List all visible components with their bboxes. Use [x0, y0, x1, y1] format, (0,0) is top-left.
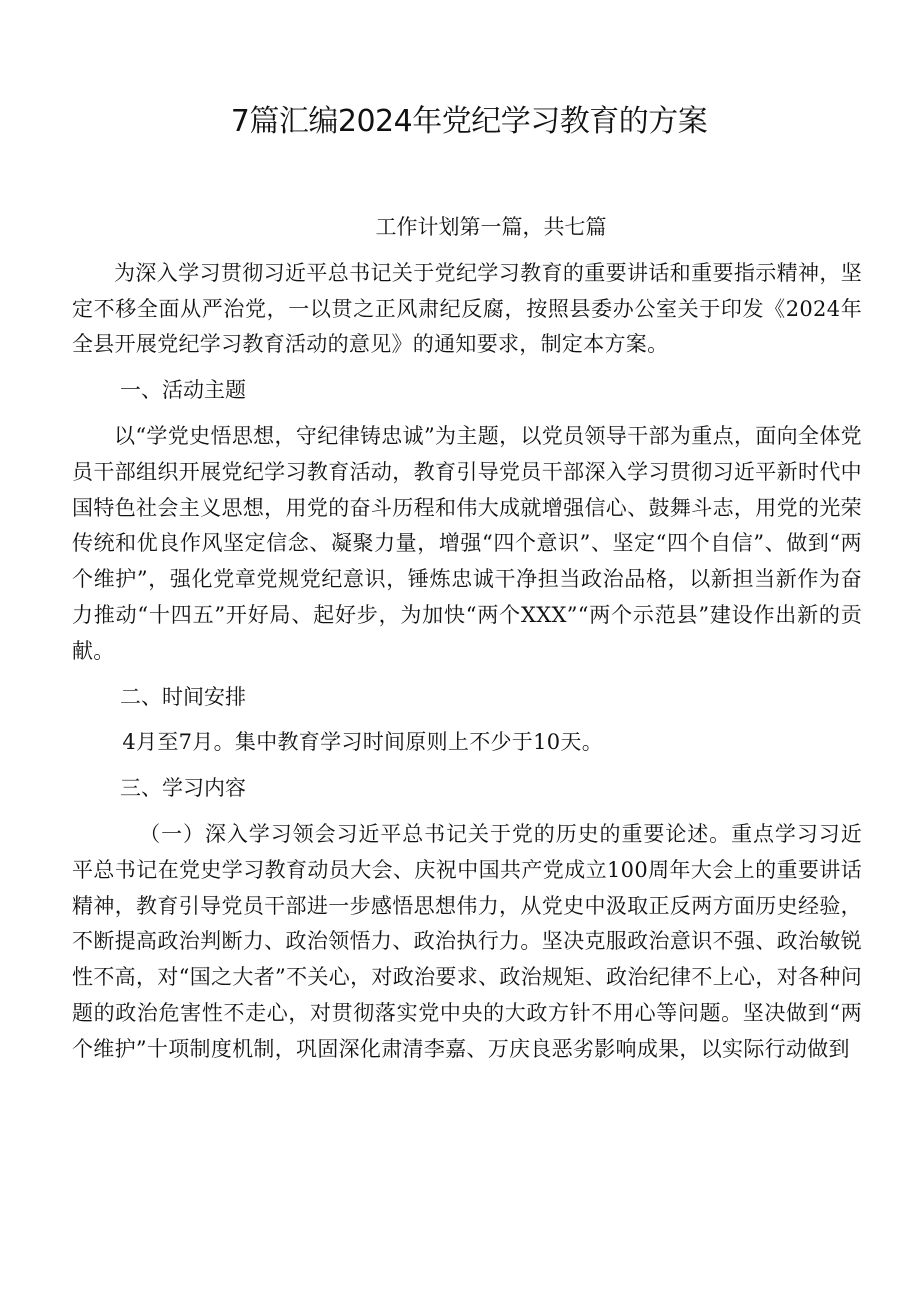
document-body	[72, 210, 862, 1078]
section-heading-schedule: 二、时间安排	[120, 684, 246, 709]
section-body-content: （一）深入学习领会习近平总书记关于党的历史的重要论述。重点学习习近平总书记在党史学习教育动员大会、庆祝中国共产党成立100周年大会上的重要讲话精神，教育引导党员干部进一步感悟思想伟力，从党史中汲取正反两方面历史经验，不断提高政治判断力、政治领悟力、政治执行力。坚决克服政治意识不强、政治敏锐性不高，对“国之大者”不关心，对政治要求、政治规矩、政治纪律不上心，对各种问题的政治危害性不走心，对贯彻落实党中央的大政方针不用心等问题。坚决做到“两个维护”十项制度机制，巩固深化肃清李嘉、万庆良恶劣影响成果，以实际行动做到	[72, 821, 862, 1061]
document-title: 7篇汇编2024年党纪学习教育的方案	[230, 104, 708, 139]
section-heading-content: 三、学习内容	[120, 776, 246, 801]
section-heading-theme: 一、活动主题	[120, 378, 246, 403]
section-body-theme: 以“学党史悟思想，守纪律铸忠诚”为主题，以党员领导干部为重点，面向全体党员干部组织开展党纪学习教育活动，教育引导党员干部深入学习贯彻习近平新时代中国特色社会主义思想，用党的奋斗历程和伟大成就增强信心、鼓舞斗志，用党的光荣传统和优良作风坚定信念、凝聚力量，增强“四个意识”、坚定“四个自信”、做到“两个维护”，强化党章党规党纪意识，锤炼忠诚干净担当政治品格，以新担当新作为奋力推动“十四五”开好局、起好步，为加快“两个XXX”“两个示范县”建设作出新的贡献。	[72, 423, 862, 663]
section-body-schedule: 4月至7月。集中教育学习时间原则上不少于10天。	[122, 730, 604, 755]
document-subtitle: 工作计划第一篇，共七篇	[375, 215, 607, 239]
intro-paragraph: 为深入学习贯彻习近平总书记关于党纪学习教育的重要讲话和重要指示精神，坚定不移全面从严治党，一以贯之正风肃纪反腐，按照县委办公室关于印发《2024年全县开展党纪学习教育活动的意见》的通知要求，制定本方案。	[72, 260, 862, 357]
